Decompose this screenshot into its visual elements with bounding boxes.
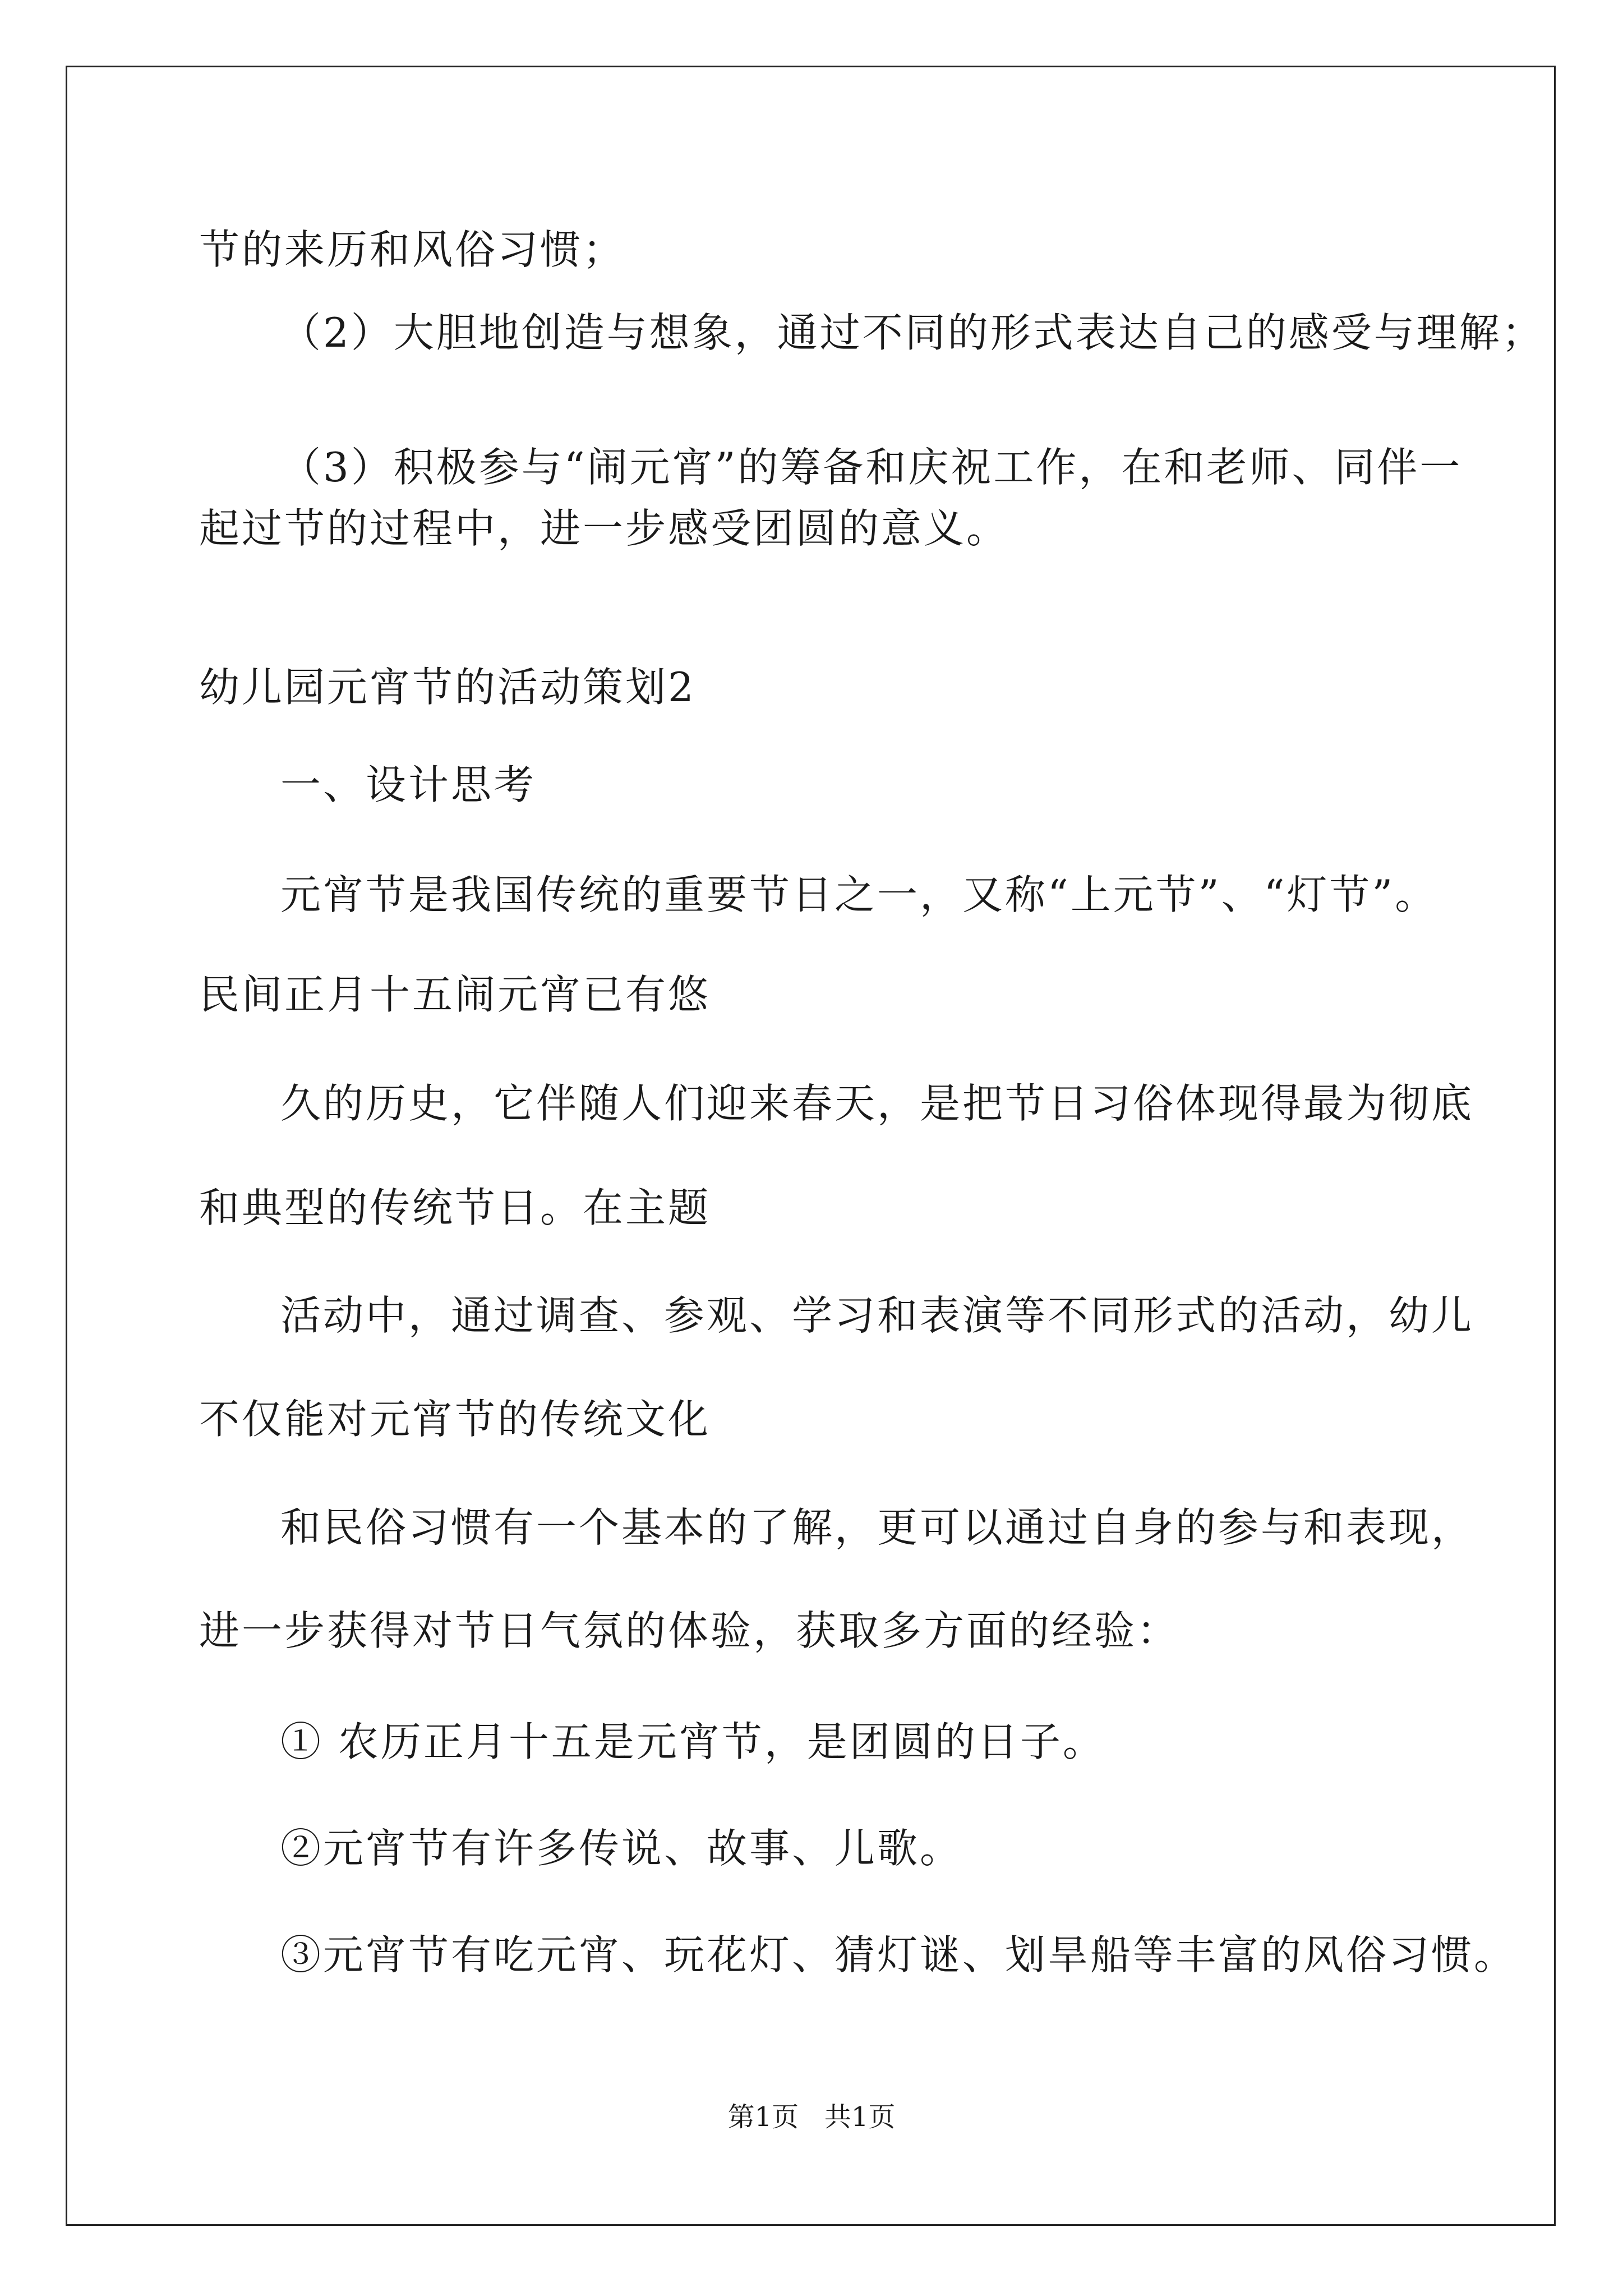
text-line-1: 节的来历和风俗习惯； xyxy=(199,226,626,273)
text-line-2: （2）大胆地创造与想象，通过不同的形式表达自己的感受与理解； xyxy=(280,309,1544,356)
text-line-8: 民间正月十五闹元宵已有悠 xyxy=(199,971,711,1018)
page-footer: 第1页 共1页 xyxy=(727,2101,896,2133)
text-line-13: 和民俗习惯有一个基本的了解，更可以通过自身的参与和表现， xyxy=(280,1504,1474,1551)
text-line-11: 活动中，通过调查、参观、学习和表演等不同形式的活动，幼儿 xyxy=(280,1292,1474,1339)
text-line-14: 进一步获得对节日气氛的体验，获取多方面的经验： xyxy=(199,1607,1180,1654)
list-item-1: ① 农历正月十五是元宵节，是团圆的日子。 xyxy=(280,1718,1105,1765)
list-item-2: ②元宵节有许多传说、故事、儿歌。 xyxy=(280,1825,963,1872)
text-line-12: 不仅能对元宵节的传统文化 xyxy=(199,1396,711,1443)
text-line-3: （3）积极参与“闹元宵”的筹备和庆祝工作，在和老师、同伴一 xyxy=(280,444,1463,491)
text-line-10: 和典型的传统节日。在主题 xyxy=(199,1184,711,1231)
list-item-3: ③元宵节有吃元宵、玩花灯、猜灯谜、划旱船等丰富的风俗习惯。 xyxy=(280,1931,1517,1978)
section-heading: 一、设计思考 xyxy=(280,761,537,808)
section-title: 幼儿园元宵节的活动策划2 xyxy=(199,664,696,711)
page-border xyxy=(66,66,1556,2226)
text-line-7: 元宵节是我国传统的重要节日之一，又称“上元节”、“灯节”。 xyxy=(280,871,1438,918)
text-line-4: 起过节的过程中，进一步感受团圆的意义。 xyxy=(199,505,1009,552)
text-line-9: 久的历史，它伴随人们迎来春天，是把节日习俗体现得最为彻底 xyxy=(280,1080,1474,1127)
